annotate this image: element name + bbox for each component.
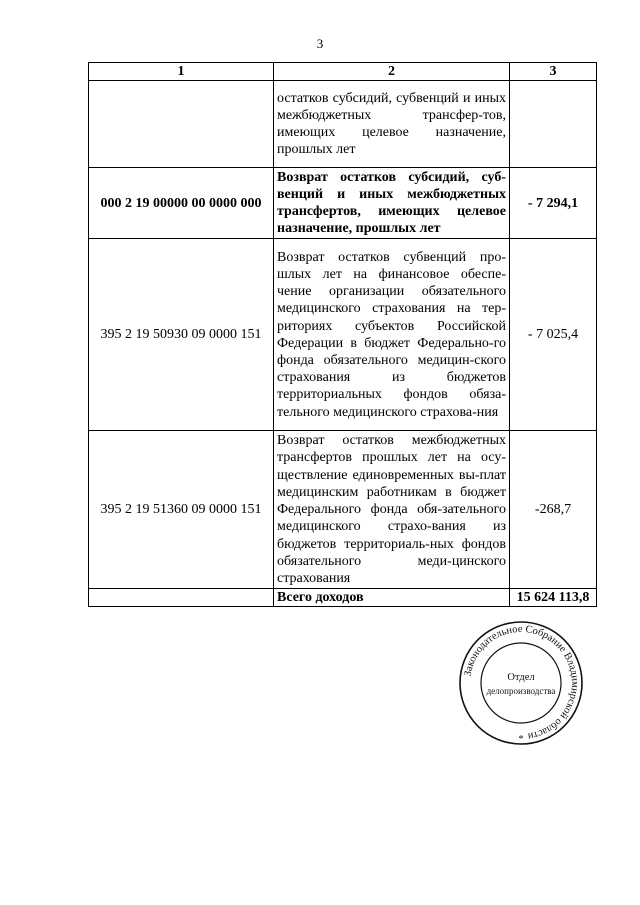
table-header-row — [89, 63, 597, 81]
stamp-ring-text: Законодательное Собрание Владимирской области — [462, 623, 581, 742]
amount-cell: - 7 294,1 — [510, 168, 597, 239]
description-cell: Возврат остатков межбюджетных трансфертов прошлых лет на осу-ществление единовременных вы-плат медицинским работникам в бюджет Федерального фонда обя-зательного медицинского страхо-вания из бюджетов территориаль-ных фондов обязательного меди-цинского страхования — [274, 431, 510, 589]
column-header-2: 2 — [274, 63, 510, 81]
column-header-3: 3 — [510, 63, 597, 81]
amount-cell: -268,7 — [510, 431, 597, 589]
description-cell: Возврат остатков субсидий, суб-венций и иных межбюджетных трансфертов, имеющих целевое назначение, прошлых лет — [274, 168, 510, 239]
total-label: Всего доходов — [274, 589, 510, 607]
amount-cell — [510, 81, 597, 168]
stamp-center-line2: делопроизводства — [486, 686, 556, 696]
stamp-star: * — [518, 734, 524, 745]
budget-income-table — [88, 62, 597, 607]
table-row — [89, 81, 597, 168]
total-empty-cell — [89, 589, 274, 607]
description-cell: Возврат остатков субвенций про-шлых лет на финансовое обеспе-чение организации обязательного медицинского страхования на тер-риториях субъектов Российской Федерации в бюджет Федерально-го фонда обязательного медицин-ского страхования из бюджетов территориальных фондов обяза-тельного медицинского страхова-ния — [274, 239, 510, 431]
budget-code-cell — [89, 81, 274, 168]
page-number: 3 — [316, 36, 324, 51]
description-cell: остатков субсидий, субвенций и иных межбюджетных трансфер-тов, имеющих целевое назначение, прошлых лет — [274, 81, 510, 168]
total-row — [89, 589, 597, 607]
column-header-1: 1 — [89, 63, 274, 81]
budget-code-cell: 395 2 19 51360 09 0000 151 — [89, 431, 274, 589]
total-amount: 15 624 113,8 — [510, 589, 597, 607]
stamp-center-line1: Отдел — [507, 672, 535, 683]
office-stamp — [458, 620, 584, 746]
budget-code-cell: 395 2 19 50930 09 0000 151 — [89, 239, 274, 431]
table-row — [89, 239, 597, 431]
table-row — [89, 431, 597, 589]
budget-code-cell: 000 2 19 00000 00 0000 000 — [89, 168, 274, 239]
table-row — [89, 168, 597, 239]
amount-cell: - 7 025,4 — [510, 239, 597, 431]
